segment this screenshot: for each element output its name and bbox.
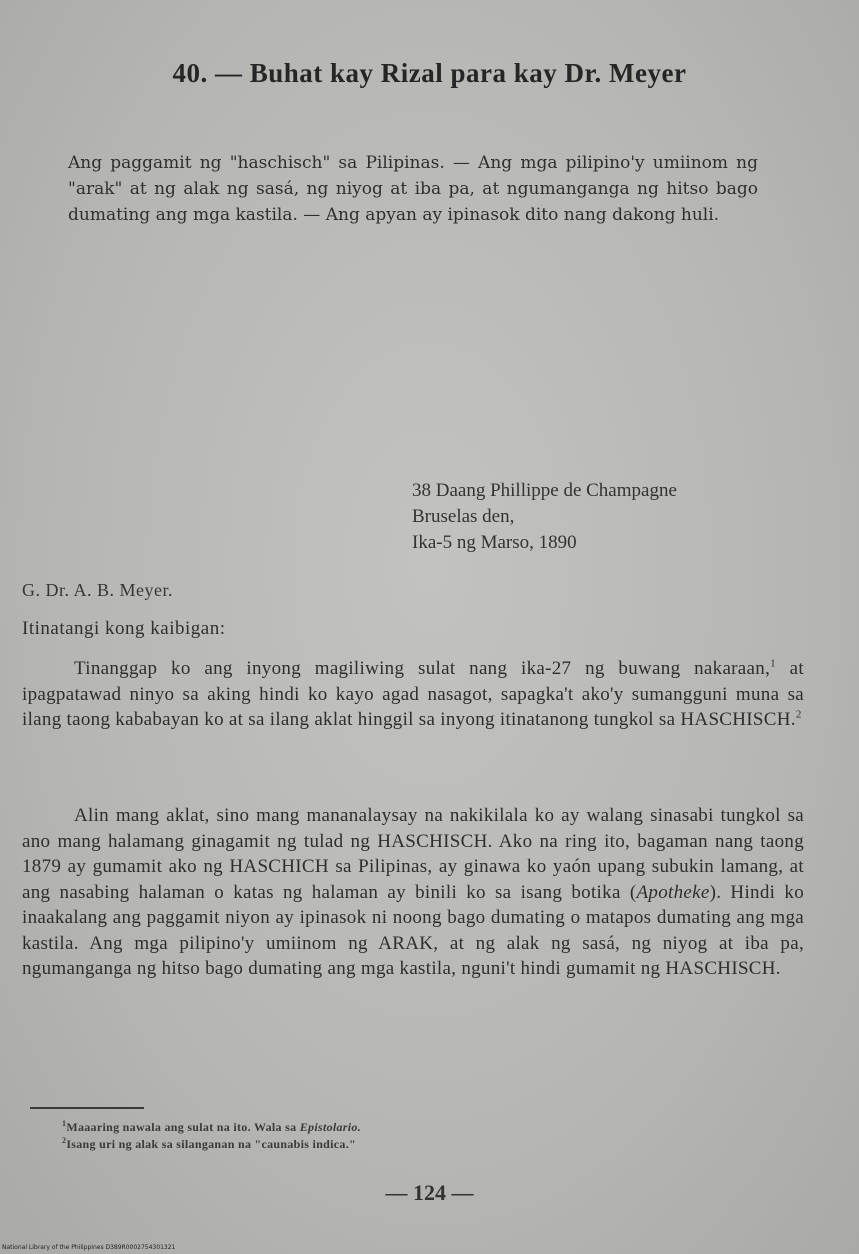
letter-summary: Ang paggamit ng "haschisch" sa Pilipinas. — Ang mga pilipino'y umiinom ng "arak" at ng alak ng sasá, ng niyog at iba pa, at ngumanganga ng hitso bago dumating ang mga kastila. — Ang apyan ay ipinasok dito nang dakong huli. [68, 153, 758, 225]
paragraph-2-text-b: ). Hindi ko inaakalang ang paggamit niyon ay ipinasok ni noong bago dumating o matapos dumating ang mga kastila. Ang mga pilipino'y umiinom ng ARAK, at ng alak ng sasá, ng niyog at iba pa, ngumanganga ng hitso bago dumating ang mga kastila, nguni't hindi gumamit ng HASCHISCH. [22, 881, 804, 979]
footnote-1-number: 1 [62, 1119, 67, 1128]
paragraph-1-text-b: at ipagpatawad ninyo sa aking hindi ko kayo agad nasagot, sapagka't ako'y sumangguni muna sa ilang taong kababayan ko at sa ilang aklat hinggil sa inyong itinatanong tungkol sa HASCHISCH. [22, 658, 804, 730]
footnote-1-text: Maaaring nawala ang sulat na ito. Wala sa [66, 1120, 300, 1134]
sender-address [412, 478, 842, 556]
paragraph-1-text-a: Tinanggap ko ang inyong magiliwing sulat nang ika-27 ng buwang nakaraan, [74, 658, 771, 679]
footnotes [62, 1117, 762, 1151]
body-paragraph-2 [22, 803, 804, 982]
paragraph-2-text-a: Alin mang aklat, sino mang mananalaysay na nakikilala ko ay walang sinasabi tungkol sa ano mang halamang ginagamit ng tulad ng HASCHISCH. Ako na ring ito, bagaman nang taong 1879 ay gumamit ako ng HASCHICH sa Pilipinas, ay ginawa ko yaón upang subukin lamang, at ang nasabing halaman o katas ng halaman ay binili ko sa isang botika ( [22, 805, 804, 903]
address-line-date: Ika-5 ng Marso, 1890 [412, 532, 577, 553]
scan-credit: National Library of the Philippines D389R0002754301321 [2, 1244, 176, 1251]
footnote-2-text: Isang uri ng alak sa silanganan na "caunabis indica." [66, 1137, 356, 1151]
page-number: — 124 — [385, 1180, 474, 1205]
address-line-street: 38 Daang Phillippe de Champagne [412, 480, 677, 501]
salutation: Itinatangi kong kaibigan: [22, 618, 226, 639]
footnote-2 [62, 1134, 762, 1151]
paragraph-2-italic: Apotheke [636, 881, 710, 903]
address-line-city: Bruselas den, [412, 506, 515, 527]
footnote-1 [62, 1117, 762, 1134]
footnote-ref-1: 1 [770, 657, 776, 670]
letter-heading: 40. — Buhat kay Rizal para kay Dr. Meyer [172, 58, 687, 88]
body-paragraph-1 [22, 656, 804, 733]
footnote-ref-2: 2 [795, 708, 802, 721]
footnote-1-italic: Epistolario. [299, 1120, 362, 1134]
footnote-divider [30, 1107, 144, 1109]
recipient-name: G. Dr. A. B. Meyer. [22, 580, 173, 600]
footnote-2-number: 2 [62, 1136, 67, 1145]
